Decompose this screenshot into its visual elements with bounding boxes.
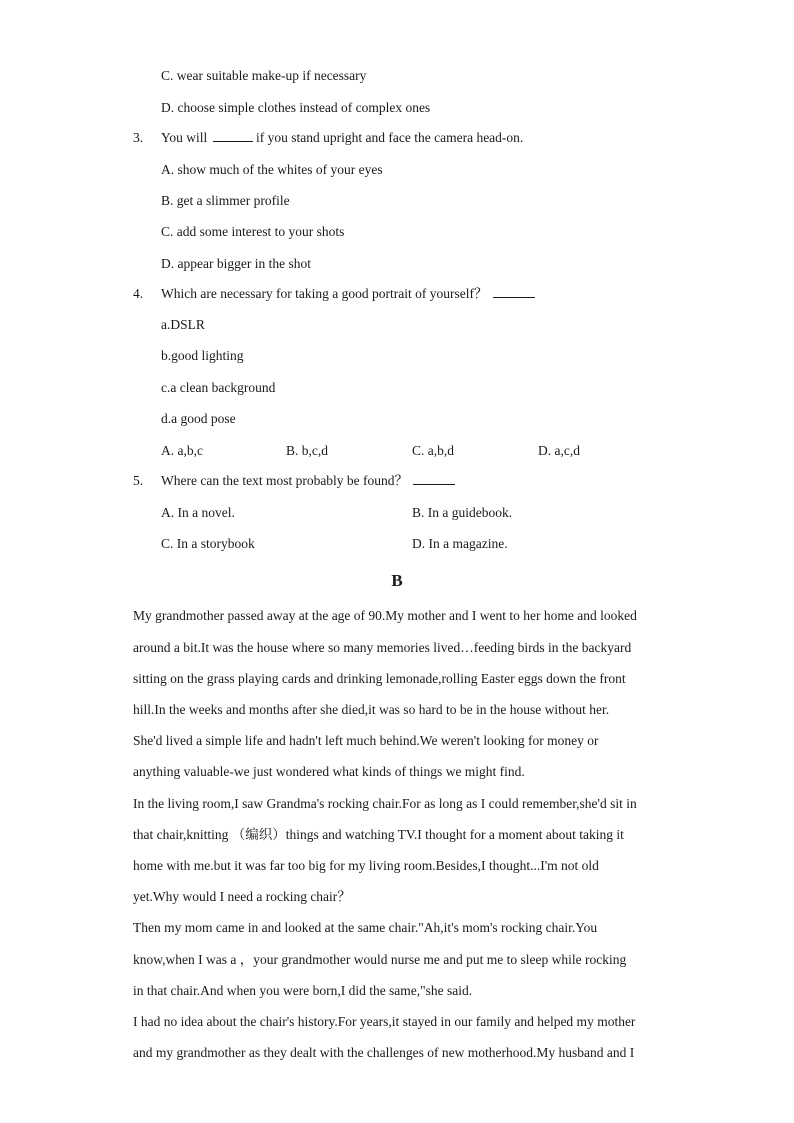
q5-option-d: D. In a magazine. xyxy=(412,536,508,551)
q4-item-b: b.good lighting xyxy=(161,348,244,363)
passage-line: sitting on the grass playing cards and drinking lemonade,rolling Easter eggs down the front xyxy=(133,671,626,686)
q4-number: 4. xyxy=(133,286,144,301)
q4-stem-text: Which are necessary for taking a good portrait of yourself？ xyxy=(161,286,488,301)
q4-option-a: A. a,b,c xyxy=(161,443,203,458)
passage-line: home with me.but it was far too big for my living room.Besides,I thought...I'm not old xyxy=(133,858,599,873)
passage-line: My grandmother passed away at the age of 90.My mother and I went to her home and looked xyxy=(133,608,637,623)
q3-option-b: B. get a slimmer profile xyxy=(161,193,290,208)
q5-option-a: A. In a novel. xyxy=(161,505,235,520)
q3-stem-part-b: if you stand upright and face the camera head-on. xyxy=(256,130,524,145)
passage-line: hill.In the weeks and months after she died,it was so hard to be in the house without her. xyxy=(133,702,610,717)
q5-option-b: B. In a guidebook. xyxy=(412,505,513,520)
q5-option-c: C. In a storybook xyxy=(161,536,255,551)
q4-option-b: B. b,c,d xyxy=(286,443,328,458)
q3-stem xyxy=(161,129,523,147)
passage-line: and my grandmother as they dealt with the challenges of new motherhood.My husband and I xyxy=(133,1045,635,1060)
q5-answer-blank xyxy=(413,472,455,485)
q3-answer-blank xyxy=(213,129,253,142)
passage-line: in that chair.And when you were born,I did the same,"she said. xyxy=(133,983,473,998)
q2-option-d: D. choose simple clothes instead of complex ones xyxy=(161,100,431,115)
q4-option-d: D. a,c,d xyxy=(538,443,580,458)
q5-stem-text: Where can the text most probably be found？ xyxy=(161,473,409,488)
passage-line: I had no idea about the chair's history.For years,it stayed in our family and helped my mother xyxy=(133,1014,636,1029)
q4-answer-blank xyxy=(493,285,535,298)
passage-line: Then my mom came in and looked at the same chair."Ah,it's mom's rocking chair.You xyxy=(133,920,598,935)
section-b-title: B xyxy=(391,571,403,590)
passage-line: In the living room,I saw Grandma's rocking chair.For as long as I could remember,she'd sit in xyxy=(133,796,637,811)
q4-item-c: c.a clean background xyxy=(161,380,276,395)
q5-stem xyxy=(161,472,455,490)
passage-line: know,when I was a ，your grandmother would nurse me and put me to sleep while rocking xyxy=(133,952,627,967)
passage-line: yet.Why would I need a rocking chair？ xyxy=(133,889,351,904)
q3-option-c: C. add some interest to your shots xyxy=(161,224,345,239)
q3-option-a: A. show much of the whites of your eyes xyxy=(161,162,383,177)
q4-item-a: a.DSLR xyxy=(161,317,205,332)
passage-line: anything valuable-we just wondered what kinds of things we might find. xyxy=(133,764,525,779)
q3-stem-part-a: You will xyxy=(161,130,208,145)
q3-option-d: D. appear bigger in the shot xyxy=(161,256,311,271)
passage-line: that chair,knitting （编织）things and watching TV.I thought for a moment about taking it xyxy=(133,827,624,842)
q4-stem xyxy=(161,285,535,303)
q2-option-c: C. wear suitable make-up if necessary xyxy=(161,68,367,83)
q4-item-d: d.a good pose xyxy=(161,411,236,426)
q3-number: 3. xyxy=(133,130,144,145)
passage-line: She'd lived a simple life and hadn't left much behind.We weren't looking for money or xyxy=(133,733,599,748)
passage-line: around a bit.It was the house where so many memories lived…feeding birds in the backyard xyxy=(133,640,632,655)
q4-option-c: C. a,b,d xyxy=(412,443,454,458)
q5-number: 5. xyxy=(133,473,144,488)
